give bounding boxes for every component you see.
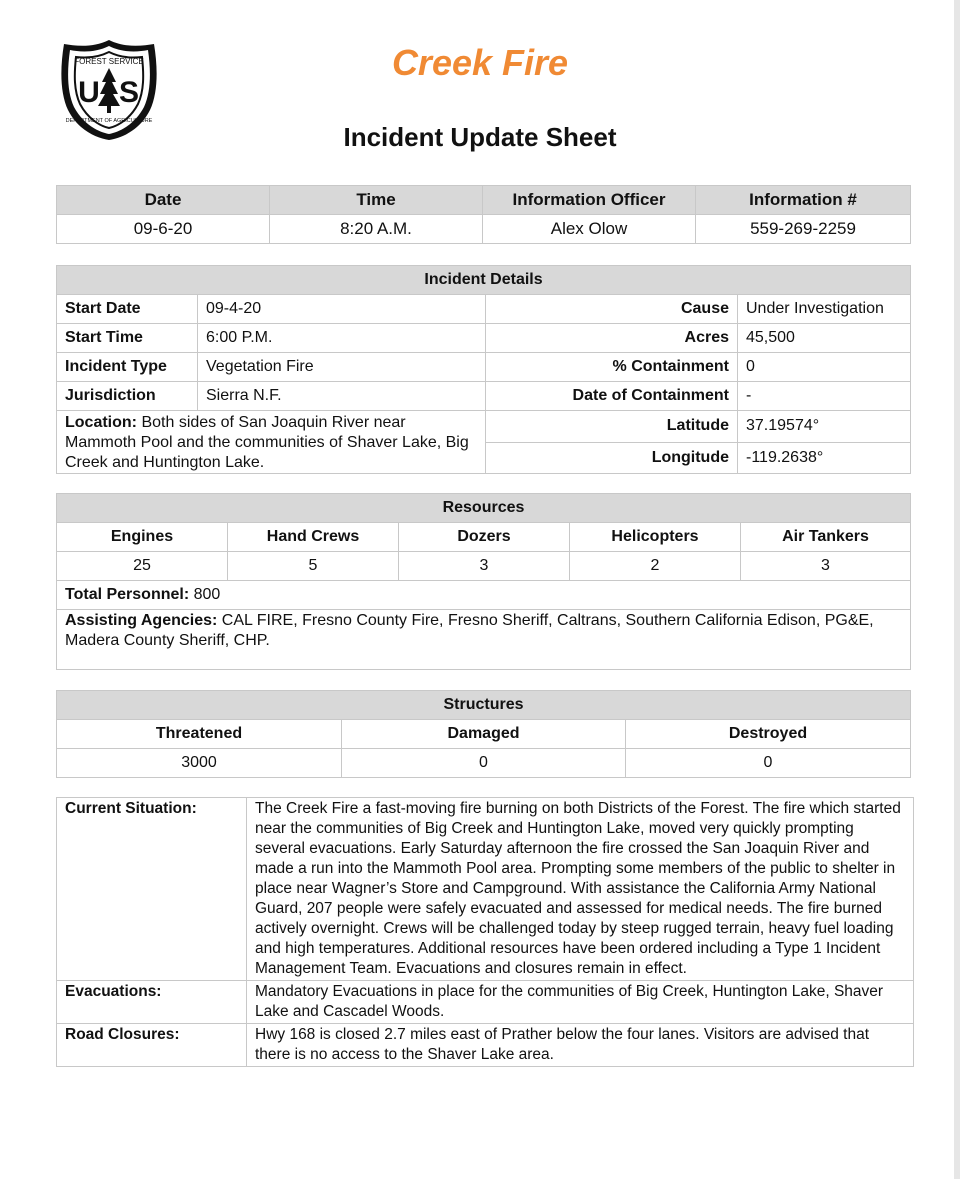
resources-heading: Resources: [57, 494, 911, 523]
agencies-cell: [57, 610, 911, 670]
latitude-label: Latitude: [486, 411, 738, 443]
res-helicopters: 2: [570, 552, 741, 581]
longitude-label: Longitude: [486, 442, 738, 474]
structures-table: [56, 690, 911, 778]
info-time: 8:20 A.M.: [270, 215, 483, 244]
str-threatened: 3000: [57, 749, 342, 778]
jurisdiction-label: Jurisdiction: [57, 382, 198, 411]
location-value: Both sides of San Joaquin River near Mammoth Pool and the communities of Shaver Lake, Big Creek and Huntington Lake.: [65, 414, 469, 471]
res-air-tankers: 3: [741, 552, 911, 581]
structures-heading: Structures: [57, 691, 911, 720]
incident-details-table: [56, 265, 911, 474]
incident-type-value: Vegetation Fire: [198, 353, 486, 382]
str-header-damaged: Damaged: [342, 720, 626, 749]
info-number: 559-269-2259: [696, 215, 911, 244]
incident-heading: Incident Details: [57, 266, 911, 295]
info-officer: Alex Olow: [483, 215, 696, 244]
page-title: Creek Fire: [391, 42, 569, 83]
svg-text:FOREST SERVICE: FOREST SERVICE: [74, 57, 144, 66]
current-situation-text: The Creek Fire a fast-moving fire burning on both Districts of the Forest. The fire which started near the communities of Big Creek and Huntington Lake, moved very quickly prompting several evacuations. Early Saturday afternoon the fire crossed the San Joaquin River and made a run into the Mammoth Pool area. Prompting some members of the public to shelter in place near Wagner’s Store and Campground. With assistance the California Army National Guard, 207 people were safely evacuated and assessed for medical needs. The fire burned actively overnight. Crews will be challenged today by steep rugged terrain, heavy fuel loading and high temperatures. Additional resources have been ordered including a Type 1 Incident Management Team. Evacuations and closures remain in effect.: [247, 798, 914, 981]
str-destroyed: 0: [626, 749, 911, 778]
evacuations-text: Mandatory Evacuations in place for the communities of Big Creek, Huntington Lake, Shaver Lake and Cascadel Woods.: [247, 981, 914, 1024]
res-header-engines: Engines: [57, 523, 228, 552]
res-header-hand-crews: Hand Crews: [228, 523, 399, 552]
page-edge: [954, 0, 960, 1179]
location-cell: [57, 411, 486, 474]
acres-value: 45,500: [738, 324, 911, 353]
acres-label: Acres: [486, 324, 738, 353]
res-dozers: 3: [399, 552, 570, 581]
info-header-time: Time: [270, 186, 483, 215]
svg-text:S: S: [118, 76, 140, 109]
svg-text:U: U: [78, 76, 100, 109]
agencies-value: CAL FIRE, Fresno County Fire, Fresno Sheriff, Caltrans, Southern California Edison, PG&E, Madera County Sheriff, CHP.: [65, 612, 874, 649]
road-closures-label: Road Closures:: [57, 1024, 247, 1067]
latitude-value: 37.19574°: [738, 411, 911, 443]
info-date: 09-6-20: [57, 215, 270, 244]
resources-table: [56, 493, 911, 670]
date-containment-value: -: [738, 382, 911, 411]
svg-text:DEPARTMENT OF AGRICULTURE: DEPARTMENT OF AGRICULTURE: [65, 118, 153, 124]
info-header-date: Date: [57, 186, 270, 215]
evacuations-label: Evacuations:: [57, 981, 247, 1024]
start-time-label: Start Time: [57, 324, 198, 353]
containment-label: % Containment: [486, 353, 738, 382]
start-time-value: 6:00 P.M.: [198, 324, 486, 353]
cause-value: Under Investigation: [738, 295, 911, 324]
current-situation-label: Current Situation:: [57, 798, 247, 981]
info-header-number: Information #: [696, 186, 911, 215]
jurisdiction-value: Sierra N.F.: [198, 382, 486, 411]
road-closures-text: Hwy 168 is closed 2.7 miles east of Prather below the four lanes. Visitors are advised that there is no access to the Shaver Lake area.: [247, 1024, 914, 1067]
containment-value: 0: [738, 353, 911, 382]
personnel-value: 800: [193, 586, 221, 603]
str-header-destroyed: Destroyed: [626, 720, 911, 749]
res-header-dozers: Dozers: [399, 523, 570, 552]
str-header-threatened: Threatened: [57, 720, 342, 749]
longitude-value: -119.2638°: [738, 442, 911, 474]
start-date-value: 09-4-20: [198, 295, 486, 324]
location-label: Location:: [65, 414, 137, 431]
info-header-officer: Information Officer: [483, 186, 696, 215]
info-table: [56, 185, 911, 244]
agencies-label: Assisting Agencies:: [65, 612, 218, 629]
cause-label: Cause: [486, 295, 738, 324]
page-subtitle: Incident Update Sheet: [343, 122, 617, 152]
res-hand-crews: 5: [228, 552, 399, 581]
str-damaged: 0: [342, 749, 626, 778]
res-header-air-tankers: Air Tankers: [741, 523, 911, 552]
personnel-cell: [57, 581, 911, 610]
date-containment-label: Date of Containment: [486, 382, 738, 411]
situation-table: [56, 797, 914, 1067]
incident-type-label: Incident Type: [57, 353, 198, 382]
res-engines: 25: [57, 552, 228, 581]
personnel-label: Total Personnel:: [65, 586, 190, 603]
start-date-label: Start Date: [57, 295, 198, 324]
res-header-helicopters: Helicopters: [570, 523, 741, 552]
